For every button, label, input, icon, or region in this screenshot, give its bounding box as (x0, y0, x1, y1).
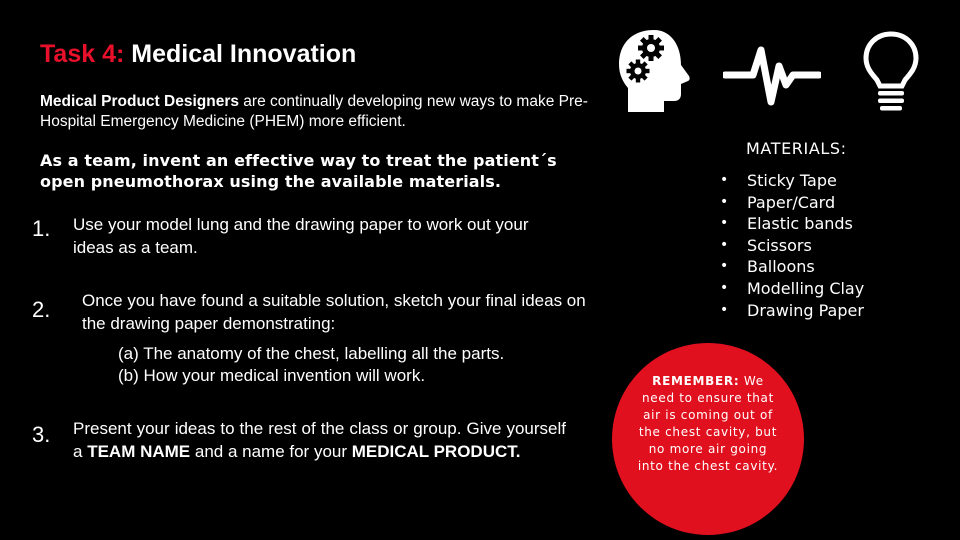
team-name-bold: TEAM NAME (87, 442, 191, 461)
bullet: • (720, 236, 729, 253)
task-name: Medical Innovation (131, 40, 357, 68)
material-item (720, 192, 864, 214)
medical-product-bold: MEDICAL PRODUCT. (351, 442, 521, 461)
remember-label: REMEMBER: (652, 374, 740, 388)
step-2-number: 2. (32, 297, 51, 322)
material-item (720, 256, 864, 278)
material-item (720, 300, 864, 322)
subpoint-a: (a) The anatomy of the chest, labelling all the parts. (118, 344, 505, 363)
remember-note (636, 373, 780, 475)
bullet: • (720, 301, 729, 318)
subpoint-b: (b) How your medical invention will work. (118, 366, 426, 385)
step-3-text-a: Present your ideas to the rest of the class or group. Give yourself a (73, 419, 566, 461)
material-item (720, 235, 864, 257)
remember-text: We need to ensure that air is coming out of the chest cavity, but no more air going into the chest cavity. (637, 374, 779, 473)
step-2-text: Once you have found a suitable solution, sketch your final ideas on the drawing paper demonstrating: (82, 291, 586, 333)
material-label: Paper/Card (747, 192, 836, 212)
material-label: Balloons (747, 257, 815, 277)
bullet: • (720, 172, 729, 188)
step-1-number: 1. (32, 216, 51, 241)
intro-bold: Medical Product Designers (40, 93, 239, 110)
material-item (720, 213, 864, 235)
head-gears-icon (614, 28, 692, 114)
step-2-subpoints (118, 343, 588, 387)
material-label: Sticky Tape (747, 171, 837, 190)
material-item (720, 278, 864, 300)
team-instruction: As a team, invent an effective way to treat the patient´s open pneumothorax using the available materials. (40, 151, 557, 191)
pulse-icon (723, 42, 821, 108)
step-3-text (73, 417, 566, 463)
material-label: Modelling Clay (747, 278, 865, 298)
intro-text: are continually developing new ways to make Pre-Hospital Emergency Medicine (PHEM) more efficient. (40, 93, 588, 130)
step-1-text: Use your model lung and the drawing paper to work out your ideas as a team. (73, 215, 529, 257)
bullet: • (720, 279, 729, 296)
step-3-text-b: and a name for your (190, 442, 352, 461)
material-label: Drawing Paper (747, 300, 864, 320)
task-number: Task 4: (40, 40, 125, 68)
lightbulb-icon (862, 30, 920, 114)
step-3-number: 3. (32, 422, 51, 447)
materials-heading: MATERIALS: (746, 139, 847, 158)
material-item (720, 170, 864, 192)
materials-list (720, 170, 864, 321)
intro-paragraph (40, 92, 600, 132)
bullet: • (720, 193, 729, 210)
bullet: • (720, 215, 729, 232)
material-label: Scissors (747, 235, 812, 255)
page-title (40, 40, 356, 69)
bullet: • (720, 258, 729, 275)
material-label: Elastic bands (747, 214, 853, 234)
